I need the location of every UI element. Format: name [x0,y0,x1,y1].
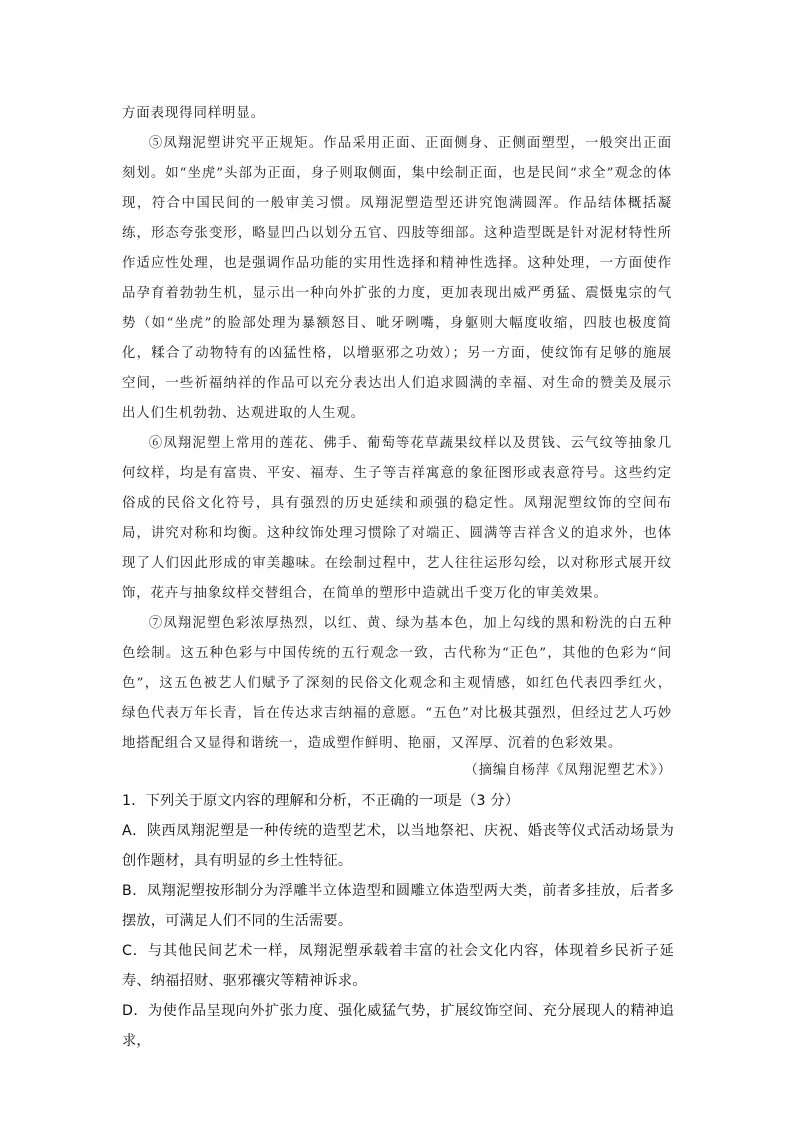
question-1-option-b: B．凤翔泥塑按形制分为浮雕半立体造型和圆雕立体造型两大类，前者多挂放，后者多摆放，可满足人们不同的生活需要。 [122,883,674,929]
question-1-option-a: A．陕西凤翔泥塑是一种传统的造型艺术，以当地祭祀、庆祝、婚丧等仪式活动场景为创作题材，具有明显的乡土性特征。 [122,823,674,869]
passage-paragraph-6: ⑥凤翔泥塑上常用的莲花、佛手、葡萄等花草蔬果纹样以及贯钱、云气纹等抽象几何纹样，均是有富贵、平安、福寿、生子等吉祥寓意的象征图形或表意符号。这些约定俗成的民俗文化符号，具有强烈的历史延续和顽强的稳定性。凤翔泥塑纹饰的空间布局，讲究对称和均衡。这种纹饰处理习惯除了对端正、圆满等吉祥含义的追求外，也体现了人们因此形成的审美趣味。在绘制过程中，艺人往往运形勾绘，以对称形式展开纹饰，花卉与抽象纹样交替组合，在简单的塑形中造就出千变万化的审美效果。 [122,436,672,601]
question-block [122,786,674,1056]
passage-paragraph-7: ⑦凤翔泥塑色彩浓厚热烈，以红、黄、绿为基本色，加上勾线的黑和粉洗的白五种色绘制。这五种色彩与中国传统的五行观念一致，古代称为“正色”，其他的色彩为“间色”，这五色被艺人们赋予了深刻的民俗文化观念和主观情感，如红色代表四季红火，绿色代表万年长青，旨在传达求吉纳福的意愿。“五色”对比极其强烈，但经过艺人巧妙地搭配组合又显得和谐统一，造成塑作鲜明、艳丽，又浑厚、沉着的色彩效果。 [122,616,672,751]
question-1-stem: 1．下列关于原文内容的理解和分析，不正确的一项是（3 分） [122,793,520,809]
question-1-option-c: C．与其他民间艺术一样，凤翔泥塑承载着丰富的社会文化内容，体现着乡民祈子延寿、纳福招财、驱邪禳灾等精神诉求。 [122,943,674,989]
reading-passage [122,99,672,759]
passage-source-citation: （摘编自杨萍《凤翔泥塑艺术》） [464,763,672,778]
passage-paragraph-intro: 方面表现得同样明显。 [122,106,265,121]
passage-paragraph-5: ⑤凤翔泥塑讲究平正规矩。作品采用正面、正面侧身、正侧面塑型，一般突出正面刻划。如“坐虎”头部为正面，身子则取侧面，集中绘制正面，也是民间“求全”观念的体现，符合中国民间的一般审美习惯。凤翔泥塑造型还讲究饱满圆浑。作品结体概括凝练，形态夸张变形，略显凹凸以划分五官、四肢等细部。这种造型既是针对泥材特性所作适应性处理，也是强调作品功能的实用性选择和精神性选择。这种处理，一方面使作品孕育着勃勃生机，显示出一种向外扩张的力度，更加表现出威严勇猛、震慑鬼宗的气势（如“坐虎”的脸部处理为暴额怒目、呲牙咧嘴，身躯则大幅度收缩，四肢也极度简化，糅合了动物特有的凶猛性格，以增驱邪之功效）；另一方面，使纹饰有足够的施展空间，一些祈福纳祥的作品可以充分表达出人们追求圆满的幸福、对生命的赞美及展示出人们生机勃勃、达观进取的人生观。 [122,136,672,421]
question-1-option-d: D．为使作品呈现向外扩张力度、强化威猛气势，扩展纹饰空间、充分展现人的精神追求， [122,1003,674,1049]
